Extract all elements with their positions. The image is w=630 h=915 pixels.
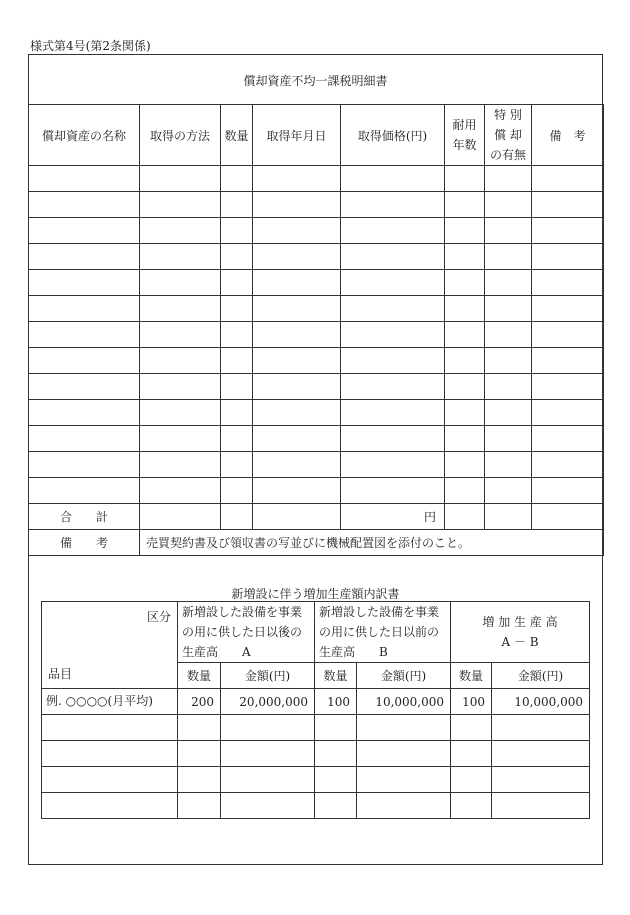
total-cell[interactable] <box>140 504 221 530</box>
entry-cell[interactable] <box>253 426 341 452</box>
header-after-production <box>178 602 315 663</box>
header-quantity: 数量 <box>221 105 253 166</box>
entry-cell[interactable] <box>221 793 315 819</box>
entry-cell[interactable] <box>485 192 532 218</box>
entry-cell[interactable] <box>357 793 451 819</box>
entry-cell[interactable] <box>221 767 315 793</box>
entry-cell[interactable] <box>29 296 140 322</box>
asset-entry-row <box>29 296 604 322</box>
entry-cell[interactable] <box>532 192 604 218</box>
entry-cell[interactable] <box>532 166 604 192</box>
entry-cell[interactable] <box>532 348 604 374</box>
entry-cell[interactable] <box>485 426 532 452</box>
subheader-a-qty: 数量 <box>178 663 221 689</box>
entry-cell[interactable] <box>29 218 140 244</box>
subheader-b-qty: 数量 <box>315 663 357 689</box>
entry-cell[interactable] <box>221 741 315 767</box>
entry-cell[interactable] <box>140 426 221 452</box>
asset-entry-row <box>29 348 604 374</box>
entry-cell[interactable] <box>42 793 178 819</box>
entry-cell[interactable] <box>341 218 445 244</box>
asset-table <box>28 104 604 556</box>
after-line3: 生産高 A <box>182 645 251 659</box>
asset-entry-row <box>29 478 604 504</box>
entry-cell[interactable] <box>341 244 445 270</box>
entry-cell[interactable] <box>532 322 604 348</box>
entry-cell[interactable] <box>253 374 341 400</box>
entry-cell[interactable] <box>445 478 485 504</box>
entry-cell[interactable] <box>485 348 532 374</box>
asset-entry-row <box>29 244 604 270</box>
total-cell[interactable] <box>532 504 604 530</box>
entry-cell[interactable] <box>445 296 485 322</box>
entry-cell[interactable] <box>357 767 451 793</box>
entry-cell[interactable] <box>341 270 445 296</box>
header-special-line3: の有無 <box>489 148 526 162</box>
example-row <box>42 689 590 715</box>
before-line1: 新増設した設備を事業 <box>319 605 440 619</box>
breakdown-entry-row <box>42 715 590 741</box>
total-cell[interactable] <box>253 504 341 530</box>
breakdown-entry-row <box>42 793 590 819</box>
form-frame <box>28 54 603 865</box>
entry-cell[interactable] <box>445 374 485 400</box>
entry-cell[interactable] <box>532 244 604 270</box>
entry-cell[interactable] <box>221 374 253 400</box>
header-before-production <box>315 602 451 663</box>
subheader-b-amount: 金額(円) <box>357 663 451 689</box>
entry-cell[interactable] <box>140 192 221 218</box>
entry-cell[interactable] <box>29 166 140 192</box>
entry-cell[interactable] <box>29 192 140 218</box>
notes-row <box>29 530 604 556</box>
example-a-qty: 200 <box>178 689 221 715</box>
entry-cell[interactable] <box>341 296 445 322</box>
breakdown-table <box>41 601 590 819</box>
entry-cell[interactable] <box>221 426 253 452</box>
entry-cell[interactable] <box>29 452 140 478</box>
entry-cell[interactable] <box>341 452 445 478</box>
header-useful-life-line2: 年数 <box>452 138 477 152</box>
asset-entry-row <box>29 426 604 452</box>
entry-cell[interactable] <box>140 270 221 296</box>
entry-cell[interactable] <box>221 478 253 504</box>
entry-cell[interactable] <box>492 793 590 819</box>
entry-cell[interactable] <box>445 426 485 452</box>
entry-cell[interactable] <box>221 452 253 478</box>
entry-cell[interactable] <box>29 348 140 374</box>
entry-cell[interactable] <box>221 218 253 244</box>
entry-cell[interactable] <box>221 192 253 218</box>
asset-entry-row <box>29 218 604 244</box>
entry-cell[interactable] <box>315 767 357 793</box>
before-line2: の用に供した日以前の <box>319 625 440 639</box>
entry-cell[interactable] <box>221 715 315 741</box>
entry-cell[interactable] <box>221 166 253 192</box>
asset-header-row <box>29 105 604 166</box>
entry-cell[interactable] <box>140 296 221 322</box>
example-a-amount: 20,000,000 <box>221 689 315 715</box>
total-price-yen[interactable]: 円 <box>341 504 445 530</box>
entry-cell[interactable] <box>253 452 341 478</box>
total-row <box>29 504 604 530</box>
entry-cell[interactable] <box>485 452 532 478</box>
entry-cell[interactable] <box>253 166 341 192</box>
entry-cell[interactable] <box>485 270 532 296</box>
entry-cell[interactable] <box>42 767 178 793</box>
entry-cell[interactable] <box>485 400 532 426</box>
entry-cell[interactable] <box>221 244 253 270</box>
entry-cell[interactable] <box>492 767 590 793</box>
entry-cell[interactable] <box>532 400 604 426</box>
entry-cell[interactable] <box>532 374 604 400</box>
entry-cell[interactable] <box>29 244 140 270</box>
entry-cell[interactable] <box>29 426 140 452</box>
entry-cell[interactable] <box>445 322 485 348</box>
entry-cell[interactable] <box>29 400 140 426</box>
entry-cell[interactable] <box>532 478 604 504</box>
entry-cell[interactable] <box>140 244 221 270</box>
entry-cell[interactable] <box>140 348 221 374</box>
entry-cell[interactable] <box>140 322 221 348</box>
header-asset-name: 償却資産の名称 <box>29 105 140 166</box>
example-b-qty: 100 <box>315 689 357 715</box>
subheader-a-amount: 金額(円) <box>221 663 315 689</box>
entry-cell[interactable] <box>221 296 253 322</box>
entry-cell[interactable] <box>315 715 357 741</box>
entry-cell[interactable] <box>29 478 140 504</box>
entry-cell[interactable] <box>178 793 221 819</box>
entry-cell[interactable] <box>341 478 445 504</box>
form-number-label: 様式第4号(第2条関係) <box>30 39 151 53</box>
entry-cell[interactable] <box>341 374 445 400</box>
entry-cell[interactable] <box>221 400 253 426</box>
header-useful-life-line1: 耐用 <box>452 118 477 132</box>
entry-cell[interactable] <box>253 296 341 322</box>
entry-cell[interactable] <box>341 166 445 192</box>
entry-cell[interactable] <box>140 478 221 504</box>
asset-statement-title: 償却資産不均一課税明細書 <box>243 74 388 88</box>
asset-entry-row <box>29 452 604 478</box>
subheader-diff-amount: 金額(円) <box>492 663 590 689</box>
asset-entry-row <box>29 270 604 296</box>
example-diff-amount: 10,000,000 <box>492 689 590 715</box>
increase-line2: A － B <box>501 635 539 649</box>
entry-cell[interactable] <box>253 478 341 504</box>
entry-cell[interactable] <box>532 452 604 478</box>
entry-cell[interactable] <box>451 741 492 767</box>
header-special-line1: 特 別 <box>494 108 522 122</box>
header-acquisition-method: 取得の方法 <box>140 105 221 166</box>
entry-cell[interactable] <box>253 192 341 218</box>
entry-cell[interactable] <box>445 166 485 192</box>
header-acquisition-date: 取得年月日 <box>253 105 341 166</box>
entry-cell[interactable] <box>253 400 341 426</box>
breakdown-entry-row <box>42 741 590 767</box>
entry-cell[interactable] <box>42 715 178 741</box>
asset-entry-row <box>29 166 604 192</box>
entry-cell[interactable] <box>357 715 451 741</box>
header-remarks: 備 考 <box>532 105 604 166</box>
breakdown-entry-row <box>42 767 590 793</box>
header-special-depreciation <box>485 105 532 166</box>
entry-cell[interactable] <box>485 296 532 322</box>
entry-cell[interactable] <box>140 452 221 478</box>
entry-cell[interactable] <box>221 270 253 296</box>
entry-cell[interactable] <box>445 244 485 270</box>
asset-entry-row <box>29 400 604 426</box>
entry-cell[interactable] <box>341 348 445 374</box>
header-special-line2: 償 却 <box>494 128 522 142</box>
after-line1: 新増設した設備を事業 <box>182 605 303 619</box>
entry-cell[interactable] <box>445 218 485 244</box>
entry-cell[interactable] <box>178 767 221 793</box>
entry-cell[interactable] <box>485 374 532 400</box>
header-acquisition-price: 取得価格(円) <box>341 105 445 166</box>
entry-cell[interactable] <box>485 322 532 348</box>
entry-cell[interactable] <box>492 715 590 741</box>
asset-entry-row <box>29 322 604 348</box>
entry-cell[interactable] <box>140 218 221 244</box>
entry-cell[interactable] <box>532 296 604 322</box>
entry-cell[interactable] <box>485 166 532 192</box>
example-diff-qty: 100 <box>451 689 492 715</box>
entry-cell[interactable] <box>445 348 485 374</box>
entry-cell[interactable] <box>253 244 341 270</box>
entry-cell[interactable] <box>485 244 532 270</box>
entry-cell[interactable] <box>29 322 140 348</box>
asset-entry-row <box>29 374 604 400</box>
header-useful-life <box>445 105 485 166</box>
entry-cell[interactable] <box>221 348 253 374</box>
entry-cell[interactable] <box>29 374 140 400</box>
breakdown-header-row <box>42 602 590 663</box>
entry-cell[interactable] <box>42 741 178 767</box>
entry-cell[interactable] <box>445 452 485 478</box>
asset-entry-row <box>29 192 604 218</box>
hinmoku-label: 品目 <box>48 667 73 681</box>
entry-cell[interactable] <box>253 218 341 244</box>
entry-cell[interactable] <box>485 478 532 504</box>
kubun-hinmoku-cell <box>42 602 178 689</box>
notes-text: 売買契約書及び領収書の写並びに機械配置図を添付のこと。 <box>140 530 604 556</box>
header-increase-production <box>451 602 590 663</box>
entry-cell[interactable] <box>445 192 485 218</box>
total-cell[interactable] <box>485 504 532 530</box>
entry-cell[interactable] <box>451 767 492 793</box>
entry-cell[interactable] <box>341 426 445 452</box>
entry-cell[interactable] <box>253 270 341 296</box>
entry-cell[interactable] <box>357 741 451 767</box>
after-line2: の用に供した日以後の <box>182 625 303 639</box>
entry-cell[interactable] <box>315 741 357 767</box>
kubun-label: 区分 <box>146 610 171 624</box>
entry-cell[interactable] <box>253 348 341 374</box>
entry-cell[interactable] <box>445 270 485 296</box>
entry-cell[interactable] <box>532 270 604 296</box>
total-label: 合 計 <box>29 504 140 530</box>
entry-cell[interactable] <box>140 400 221 426</box>
before-line3: 生産高 B <box>319 645 388 659</box>
entry-cell[interactable] <box>140 166 221 192</box>
entry-cell[interactable] <box>532 426 604 452</box>
total-cell[interactable] <box>221 504 253 530</box>
entry-cell[interactable] <box>315 793 357 819</box>
entry-cell[interactable] <box>341 400 445 426</box>
example-item: 例. ○○○○(月平均) <box>42 689 178 715</box>
entry-cell[interactable] <box>492 741 590 767</box>
entry-cell[interactable] <box>221 322 253 348</box>
entry-cell[interactable] <box>341 322 445 348</box>
example-b-amount: 10,000,000 <box>357 689 451 715</box>
entry-cell[interactable] <box>451 793 492 819</box>
entry-cell[interactable] <box>532 218 604 244</box>
entry-cell[interactable] <box>178 715 221 741</box>
entry-cell[interactable] <box>341 192 445 218</box>
entry-cell[interactable] <box>178 741 221 767</box>
increase-line1: 増 加 生 産 高 <box>482 615 558 629</box>
entry-cell[interactable] <box>485 218 532 244</box>
breakdown-title: 新増設に伴う増加生産額内訳書 <box>231 587 400 601</box>
entry-cell[interactable] <box>140 374 221 400</box>
entry-cell[interactable] <box>451 715 492 741</box>
entry-cell[interactable] <box>29 270 140 296</box>
entry-cell[interactable] <box>445 400 485 426</box>
notes-label: 備 考 <box>29 530 140 556</box>
total-cell[interactable] <box>445 504 485 530</box>
subheader-diff-qty: 数量 <box>451 663 492 689</box>
entry-cell[interactable] <box>253 322 341 348</box>
